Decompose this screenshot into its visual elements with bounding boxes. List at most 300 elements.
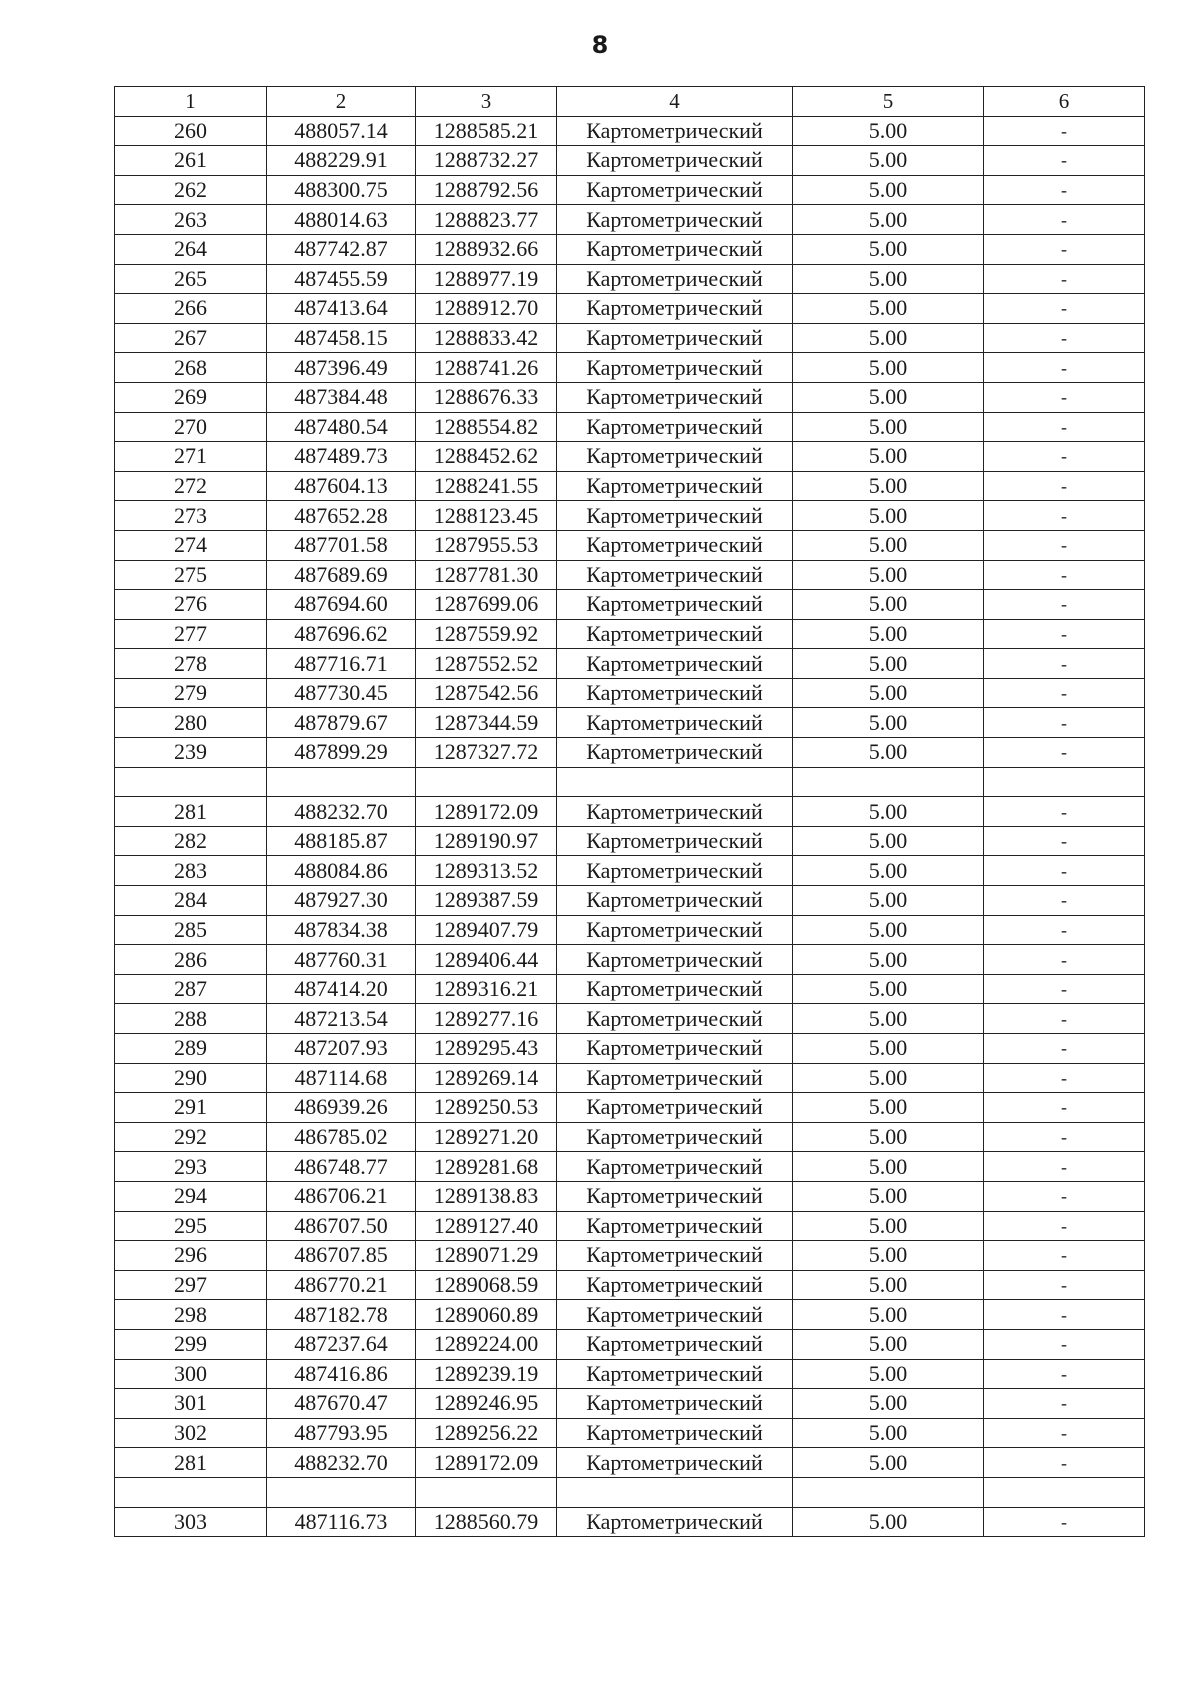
table-row [115,1093,1145,1123]
x-coordinate-cell: 487834.38 [267,915,416,945]
method-cell: Картометрический [557,116,793,146]
table-row [115,412,1145,442]
table-row [115,1507,1145,1537]
table-row [115,1448,1145,1478]
x-coordinate-cell: 487413.64 [267,294,416,324]
point-number-cell [115,1477,267,1507]
y-coordinate-cell: 1289250.53 [416,1093,557,1123]
x-coordinate-cell: 487696.62 [267,619,416,649]
table-row [115,619,1145,649]
table-header-row [115,87,1145,117]
accuracy-cell: 5.00 [793,175,984,205]
x-coordinate-cell: 488185.87 [267,826,416,856]
note-cell: - [984,1418,1145,1448]
accuracy-cell: 5.00 [793,678,984,708]
method-cell: Картометрический [557,175,793,205]
point-number-cell: 281 [115,797,267,827]
method-cell: Картометрический [557,1389,793,1419]
y-coordinate-cell: 1288123.45 [416,501,557,531]
note-cell: - [984,1063,1145,1093]
x-coordinate-cell: 487652.28 [267,501,416,531]
note-cell: - [984,205,1145,235]
point-number-cell: 287 [115,974,267,1004]
method-cell: Картометрический [557,1418,793,1448]
y-coordinate-cell: 1288452.62 [416,442,557,472]
table-row [115,205,1145,235]
note-cell: - [984,1329,1145,1359]
x-coordinate-cell: 487455.59 [267,264,416,294]
table-row [115,1034,1145,1064]
method-cell: Картометрический [557,1270,793,1300]
method-cell [557,1477,793,1507]
y-coordinate-cell: 1287542.56 [416,678,557,708]
method-cell: Картометрический [557,1211,793,1241]
accuracy-cell: 5.00 [793,708,984,738]
x-coordinate-cell: 487114.68 [267,1063,416,1093]
note-cell: - [984,1389,1145,1419]
accuracy-cell: 5.00 [793,1063,984,1093]
y-coordinate-cell: 1289269.14 [416,1063,557,1093]
y-coordinate-cell: 1287327.72 [416,738,557,768]
x-coordinate-cell: 488232.70 [267,797,416,827]
x-coordinate-cell: 488229.91 [267,146,416,176]
y-coordinate-cell: 1289281.68 [416,1152,557,1182]
accuracy-cell [793,767,984,797]
note-cell: - [984,945,1145,975]
note-cell: - [984,175,1145,205]
point-number-cell: 276 [115,590,267,620]
y-coordinate-cell: 1289313.52 [416,856,557,886]
method-cell: Картометрический [557,1181,793,1211]
note-cell: - [984,116,1145,146]
method-cell: Картометрический [557,146,793,176]
x-coordinate-cell: 486939.26 [267,1093,416,1123]
note-cell: - [984,1241,1145,1271]
note-cell: - [984,501,1145,531]
accuracy-cell: 5.00 [793,294,984,324]
accuracy-cell: 5.00 [793,1300,984,1330]
point-number-cell: 302 [115,1418,267,1448]
note-cell: - [984,560,1145,590]
note-cell: - [984,797,1145,827]
note-cell: - [984,323,1145,353]
x-coordinate-cell: 487701.58 [267,530,416,560]
point-number-cell: 272 [115,471,267,501]
table-row [115,1063,1145,1093]
point-number-cell: 268 [115,353,267,383]
point-number-cell: 267 [115,323,267,353]
y-coordinate-cell: 1288554.82 [416,412,557,442]
x-coordinate-cell: 486748.77 [267,1152,416,1182]
y-coordinate-cell: 1289295.43 [416,1034,557,1064]
point-number-cell: 285 [115,915,267,945]
note-cell [984,767,1145,797]
header-cell: 1 [115,87,267,117]
note-cell: - [984,1359,1145,1389]
accuracy-cell: 5.00 [793,945,984,975]
accuracy-cell: 5.00 [793,915,984,945]
point-number-cell: 286 [115,945,267,975]
y-coordinate-cell: 1288560.79 [416,1507,557,1537]
table-row [115,649,1145,679]
y-coordinate-cell: 1289172.09 [416,797,557,827]
table-body [115,87,1145,1537]
accuracy-cell: 5.00 [793,1418,984,1448]
table-row [115,1152,1145,1182]
x-coordinate-cell: 487716.71 [267,649,416,679]
x-coordinate-cell [267,767,416,797]
point-number-cell: 239 [115,738,267,768]
y-coordinate-cell [416,1477,557,1507]
x-coordinate-cell: 488084.86 [267,856,416,886]
method-cell: Картометрический [557,590,793,620]
method-cell: Картометрический [557,1152,793,1182]
table-row [115,471,1145,501]
x-coordinate-cell: 487384.48 [267,382,416,412]
x-coordinate-cell: 487396.49 [267,353,416,383]
note-cell: - [984,1211,1145,1241]
x-coordinate-cell: 487416.86 [267,1359,416,1389]
x-coordinate-cell: 487742.87 [267,234,416,264]
header-cell: 5 [793,87,984,117]
method-cell: Картометрический [557,1507,793,1537]
note-cell: - [984,1448,1145,1478]
point-number-cell: 264 [115,234,267,264]
accuracy-cell: 5.00 [793,264,984,294]
accuracy-cell: 5.00 [793,116,984,146]
method-cell: Картометрический [557,738,793,768]
accuracy-cell: 5.00 [793,234,984,264]
x-coordinate-cell: 487689.69 [267,560,416,590]
point-number-cell: 288 [115,1004,267,1034]
table-row [115,175,1145,205]
x-coordinate-cell: 487670.47 [267,1389,416,1419]
header-cell: 6 [984,87,1145,117]
table-row [115,1270,1145,1300]
x-coordinate-cell: 487879.67 [267,708,416,738]
table-row [115,1004,1145,1034]
method-cell: Картометрический [557,1300,793,1330]
point-number-cell: 280 [115,708,267,738]
table-row [115,1300,1145,1330]
table-row [115,590,1145,620]
table-row [115,915,1145,945]
point-number-cell: 296 [115,1241,267,1271]
accuracy-cell: 5.00 [793,1181,984,1211]
x-coordinate-cell: 487458.15 [267,323,416,353]
accuracy-cell: 5.00 [793,1389,984,1419]
y-coordinate-cell: 1289407.79 [416,915,557,945]
point-number-cell: 265 [115,264,267,294]
table-row [115,856,1145,886]
x-coordinate-cell: 487604.13 [267,471,416,501]
x-coordinate-cell: 486707.50 [267,1211,416,1241]
y-coordinate-cell: 1288676.33 [416,382,557,412]
accuracy-cell: 5.00 [793,1448,984,1478]
point-number-cell: 269 [115,382,267,412]
method-cell: Картометрический [557,1004,793,1034]
point-number-cell: 271 [115,442,267,472]
table-row [115,1418,1145,1448]
accuracy-cell: 5.00 [793,146,984,176]
accuracy-cell: 5.00 [793,886,984,916]
note-cell: - [984,1004,1145,1034]
point-number-cell: 263 [115,205,267,235]
y-coordinate-cell: 1288241.55 [416,471,557,501]
point-number-cell: 300 [115,1359,267,1389]
y-coordinate-cell: 1289190.97 [416,826,557,856]
method-cell: Картометрический [557,974,793,1004]
table-row [115,442,1145,472]
method-cell: Картометрический [557,530,793,560]
x-coordinate-cell [267,1477,416,1507]
note-cell: - [984,1122,1145,1152]
accuracy-cell: 5.00 [793,1329,984,1359]
y-coordinate-cell: 1287781.30 [416,560,557,590]
method-cell: Картометрический [557,234,793,264]
point-number-cell: 292 [115,1122,267,1152]
y-coordinate-cell: 1289271.20 [416,1122,557,1152]
method-cell: Картометрический [557,1448,793,1478]
note-cell: - [984,1507,1145,1537]
point-number-cell: 278 [115,649,267,679]
y-coordinate-cell: 1289387.59 [416,886,557,916]
y-coordinate-cell: 1289224.00 [416,1329,557,1359]
method-cell: Картометрический [557,826,793,856]
point-number-cell: 303 [115,1507,267,1537]
note-cell: - [984,886,1145,916]
point-number-cell: 277 [115,619,267,649]
note-cell: - [984,738,1145,768]
note-cell: - [984,1300,1145,1330]
method-cell: Картометрический [557,1241,793,1271]
y-coordinate-cell: 1288833.42 [416,323,557,353]
y-coordinate-cell: 1289239.19 [416,1359,557,1389]
method-cell: Картометрический [557,945,793,975]
x-coordinate-cell: 486770.21 [267,1270,416,1300]
accuracy-cell: 5.00 [793,1359,984,1389]
note-cell: - [984,678,1145,708]
point-number-cell: 299 [115,1329,267,1359]
accuracy-cell: 5.00 [793,738,984,768]
accuracy-cell: 5.00 [793,382,984,412]
accuracy-cell: 5.00 [793,1241,984,1271]
point-number-cell: 297 [115,1270,267,1300]
method-cell: Картометрический [557,412,793,442]
y-coordinate-cell: 1288977.19 [416,264,557,294]
point-number-cell [115,767,267,797]
accuracy-cell: 5.00 [793,530,984,560]
note-cell: - [984,1034,1145,1064]
method-cell: Картометрический [557,442,793,472]
x-coordinate-cell: 488014.63 [267,205,416,235]
method-cell: Картометрический [557,294,793,324]
method-cell: Картометрический [557,264,793,294]
y-coordinate-cell: 1288585.21 [416,116,557,146]
table-row [115,708,1145,738]
table-row [115,323,1145,353]
note-cell: - [984,915,1145,945]
table-row [115,146,1145,176]
accuracy-cell: 5.00 [793,826,984,856]
method-cell: Картометрический [557,323,793,353]
note-cell: - [984,442,1145,472]
method-cell: Картометрический [557,1122,793,1152]
x-coordinate-cell: 486707.85 [267,1241,416,1271]
x-coordinate-cell: 486706.21 [267,1181,416,1211]
y-coordinate-cell: 1289060.89 [416,1300,557,1330]
y-coordinate-cell: 1288823.77 [416,205,557,235]
note-cell: - [984,412,1145,442]
point-number-cell: 293 [115,1152,267,1182]
x-coordinate-cell: 487237.64 [267,1329,416,1359]
table-row [115,767,1145,797]
y-coordinate-cell [416,767,557,797]
y-coordinate-cell: 1288932.66 [416,234,557,264]
accuracy-cell: 5.00 [793,471,984,501]
point-number-cell: 294 [115,1181,267,1211]
point-number-cell: 262 [115,175,267,205]
method-cell: Картометрический [557,1063,793,1093]
note-cell: - [984,353,1145,383]
note-cell: - [984,1181,1145,1211]
point-number-cell: 273 [115,501,267,531]
point-number-cell: 284 [115,886,267,916]
note-cell: - [984,264,1145,294]
x-coordinate-cell: 487489.73 [267,442,416,472]
accuracy-cell: 5.00 [793,353,984,383]
accuracy-cell: 5.00 [793,323,984,353]
y-coordinate-cell: 1288792.56 [416,175,557,205]
point-number-cell: 298 [115,1300,267,1330]
note-cell: - [984,1270,1145,1300]
method-cell: Картометрический [557,678,793,708]
method-cell [557,767,793,797]
accuracy-cell: 5.00 [793,619,984,649]
table-row [115,353,1145,383]
x-coordinate-cell: 488300.75 [267,175,416,205]
header-cell: 4 [557,87,793,117]
method-cell: Картометрический [557,1329,793,1359]
table-row [115,530,1145,560]
point-number-cell: 270 [115,412,267,442]
x-coordinate-cell: 488057.14 [267,116,416,146]
note-cell [984,1477,1145,1507]
y-coordinate-cell: 1289277.16 [416,1004,557,1034]
y-coordinate-cell: 1288732.27 [416,146,557,176]
point-number-cell: 301 [115,1389,267,1419]
accuracy-cell: 5.00 [793,205,984,235]
method-cell: Картометрический [557,501,793,531]
point-number-cell: 274 [115,530,267,560]
y-coordinate-cell: 1289138.83 [416,1181,557,1211]
note-cell: - [984,649,1145,679]
point-number-cell: 275 [115,560,267,590]
accuracy-cell: 5.00 [793,974,984,1004]
y-coordinate-cell: 1289172.09 [416,1448,557,1478]
header-cell: 2 [267,87,416,117]
note-cell: - [984,590,1145,620]
y-coordinate-cell: 1289256.22 [416,1418,557,1448]
x-coordinate-cell: 487207.93 [267,1034,416,1064]
method-cell: Картометрический [557,649,793,679]
note-cell: - [984,619,1145,649]
note-cell: - [984,1093,1145,1123]
table-row [115,234,1145,264]
method-cell: Картометрический [557,619,793,649]
method-cell: Картометрический [557,886,793,916]
accuracy-cell: 5.00 [793,412,984,442]
method-cell: Картометрический [557,205,793,235]
y-coordinate-cell: 1287955.53 [416,530,557,560]
table-row [115,797,1145,827]
method-cell: Картометрический [557,915,793,945]
x-coordinate-cell: 487760.31 [267,945,416,975]
note-cell: - [984,471,1145,501]
accuracy-cell: 5.00 [793,1211,984,1241]
method-cell: Картометрический [557,1359,793,1389]
accuracy-cell: 5.00 [793,856,984,886]
accuracy-cell: 5.00 [793,442,984,472]
table-row [115,1122,1145,1152]
table-row [115,1181,1145,1211]
accuracy-cell [793,1477,984,1507]
table-row [115,1329,1145,1359]
x-coordinate-cell: 487899.29 [267,738,416,768]
note-cell: - [984,708,1145,738]
table-row [115,501,1145,531]
point-number-cell: 282 [115,826,267,856]
point-number-cell: 281 [115,1448,267,1478]
x-coordinate-cell: 487793.95 [267,1418,416,1448]
method-cell: Картометрический [557,856,793,886]
note-cell: - [984,856,1145,886]
accuracy-cell: 5.00 [793,649,984,679]
x-coordinate-cell: 487694.60 [267,590,416,620]
x-coordinate-cell: 487414.20 [267,974,416,1004]
table-row [115,826,1145,856]
accuracy-cell: 5.00 [793,1270,984,1300]
x-coordinate-cell: 487182.78 [267,1300,416,1330]
method-cell: Картометрический [557,560,793,590]
note-cell: - [984,974,1145,1004]
accuracy-cell: 5.00 [793,1034,984,1064]
method-cell: Картометрический [557,382,793,412]
table-row [115,294,1145,324]
header-cell: 3 [416,87,557,117]
table-row [115,886,1145,916]
point-number-cell: 289 [115,1034,267,1064]
x-coordinate-cell: 486785.02 [267,1122,416,1152]
note-cell: - [984,234,1145,264]
method-cell: Картометрический [557,1093,793,1123]
note-cell: - [984,382,1145,412]
x-coordinate-cell: 487927.30 [267,886,416,916]
y-coordinate-cell: 1289071.29 [416,1241,557,1271]
method-cell: Картометрический [557,1034,793,1064]
point-number-cell: 290 [115,1063,267,1093]
accuracy-cell: 5.00 [793,590,984,620]
table-row [115,1241,1145,1271]
point-number-cell: 279 [115,678,267,708]
accuracy-cell: 5.00 [793,1093,984,1123]
point-number-cell: 291 [115,1093,267,1123]
accuracy-cell: 5.00 [793,1122,984,1152]
method-cell: Картометрический [557,797,793,827]
note-cell: - [984,826,1145,856]
table-row [115,1477,1145,1507]
table-row [115,560,1145,590]
